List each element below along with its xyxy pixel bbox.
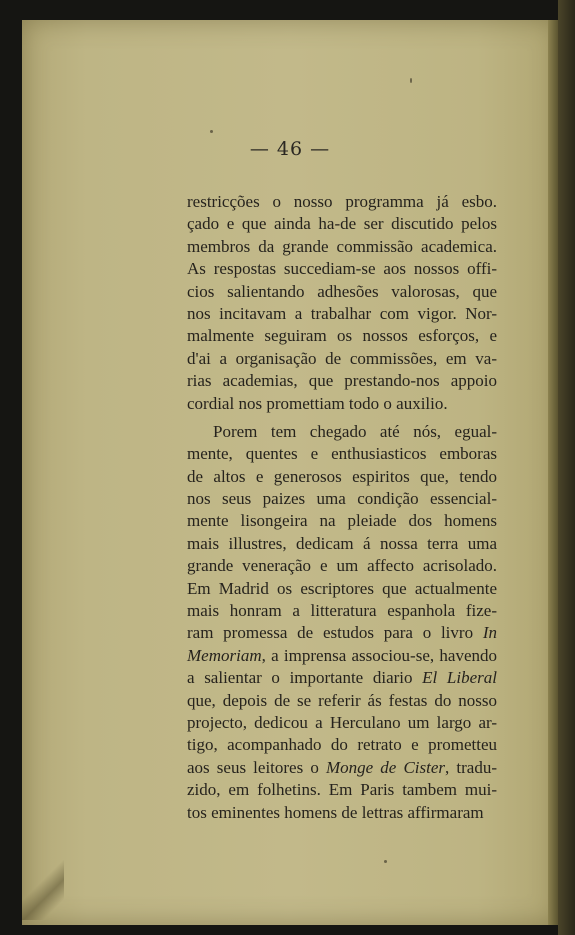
text-line: d'ai a organisação de commissões, em va-: [187, 348, 497, 368]
paragraph-1: [187, 191, 497, 415]
text-line: cios salientando adhesões valorosas, que: [187, 281, 497, 301]
text-line: As respostas succediam-se aos nossos offi-: [187, 259, 497, 279]
text-line: nos seus paizes uma condição essencial-: [187, 489, 497, 509]
text-line: de altos e generosos espiritos que, tendo: [187, 466, 497, 486]
book-edge: [558, 0, 575, 935]
text-line: mais honram a litteratura espanhola fize-: [187, 601, 497, 621]
italic-title: Memoriam: [187, 645, 262, 665]
page-spine-shadow: [548, 20, 558, 925]
text-run: , tradu-: [445, 757, 497, 777]
paper-speck: [210, 130, 213, 133]
text-line: mente, quentes e enthusiasticos emboras: [187, 444, 497, 464]
italic-title: El Liberal: [422, 668, 497, 688]
text-line: [187, 757, 497, 779]
text-run: aos seus leitores o: [187, 757, 326, 777]
text-line: [187, 667, 497, 689]
text-line: projecto, dedicou a Herculano um largo ar-: [187, 712, 497, 732]
paper-speck: [410, 78, 412, 83]
text-line: mente lisongeira na pleiade dos homens: [187, 511, 497, 531]
text-line: que, depois de se referir ás festas do nosso: [187, 690, 497, 710]
corner-fold: [22, 860, 64, 920]
body-text: [187, 191, 497, 824]
text-line: zido, em folhetins. Em Paris tambem mui-: [187, 780, 497, 800]
text-run: ram promessa de estudos para o livro: [187, 623, 483, 643]
text-line: restricções o nosso programma já esbo.: [187, 192, 497, 211]
book-page: [22, 20, 558, 925]
text-line: rias academias, que prestando-nos appoio: [187, 371, 497, 391]
paper-speck: [384, 860, 387, 863]
text-line: [187, 645, 497, 667]
text-line: cordial nos promettiam todo o auxilio.: [187, 393, 448, 413]
text-line: Em Madrid os escriptores que actualmente: [187, 578, 497, 598]
page-number: — 46 —: [249, 138, 331, 160]
paragraph-2: [187, 421, 497, 824]
text-run: a salientar o importante diario: [187, 668, 423, 688]
italic-title: Monge de Cister: [325, 757, 446, 777]
text-line: tos eminentes homens de lettras affirmaram: [187, 802, 484, 822]
text-line: malmente seguiram os nossos esforços, e: [187, 326, 497, 346]
text-line: grande veneração e um affecto acrisolado.: [187, 556, 497, 576]
text-line: tigo, acompanhado do retrato e prometteu: [187, 735, 497, 755]
text-run: , a imprensa associou-se, havendo: [261, 645, 497, 665]
text-line: nos incitavam a trabalhar com vigor. Nor-: [187, 303, 497, 323]
text-line: mais illustres, dedicam á nossa terra uma: [187, 533, 497, 553]
text-line: [187, 622, 497, 644]
italic-title: In: [482, 623, 497, 643]
text-line: çado e que ainda ha-de ser discutido pelos: [187, 214, 497, 234]
text-line: membros da grande commissão academica.: [187, 236, 497, 256]
text-line: Porem tem chegado até nós, egual-: [213, 421, 497, 441]
